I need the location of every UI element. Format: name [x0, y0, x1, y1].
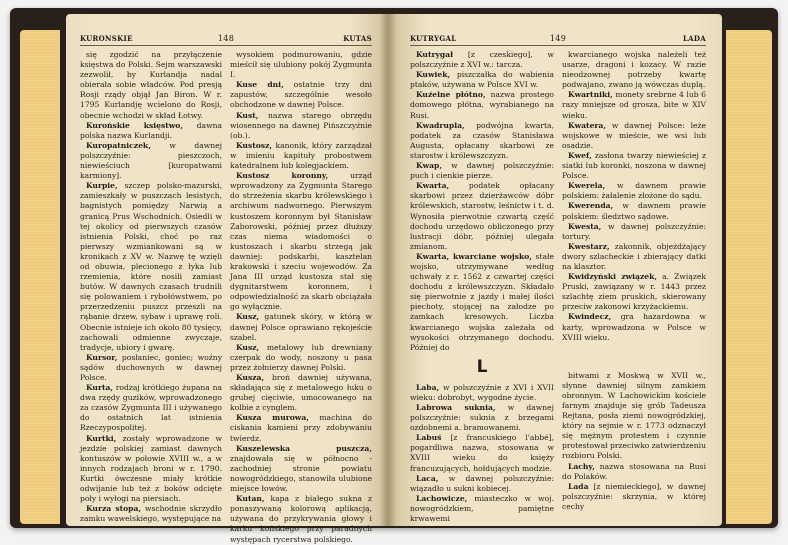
- entry-definition: znajdowała się w północno - zachodniej stronie powiatu nowogródzkiego, stanowiła ulubione miejsce łowów.: [230, 453, 372, 494]
- entry-headword: Kusz,: [236, 312, 260, 322]
- right-page-header: [410, 34, 706, 50]
- entry-headword: Kursor,: [86, 352, 118, 362]
- dictionary-entry: [230, 343, 372, 373]
- running-head-right: KUTAS: [343, 34, 372, 43]
- dictionary-entry: [410, 161, 554, 181]
- entry-definition: metalowy lub drewniany czerpak do wody, noszony u pasa przez żołnierzy dawnej Polski.: [230, 342, 372, 372]
- dictionary-entry: [562, 482, 706, 512]
- entry-definition: miasteczko w woj. nowogródzkiem, pamiętne krwawemi: [410, 493, 554, 524]
- left-page: [66, 14, 388, 544]
- dictionary-entry: [230, 444, 372, 494]
- column: [562, 50, 706, 518]
- dictionary-entry: [410, 383, 554, 403]
- entry-definition: podwójna kwarta, podatek za czasów Stanisława Augusta, opłacany skarbowi ze starostw i królewszczyzn.: [410, 120, 554, 160]
- dictionary-entry: [230, 141, 372, 171]
- entry-headword: Kust,: [236, 110, 259, 120]
- dictionary-entry: [410, 474, 554, 494]
- entries-after-letter: [410, 383, 554, 524]
- dictionary-entry: [562, 312, 706, 342]
- column: [410, 50, 554, 524]
- entry-headword: Kwerela,: [568, 181, 606, 191]
- entry-headword: Kwatera,: [568, 120, 606, 130]
- dictionary-entry: [80, 141, 222, 181]
- dictionary-entry: [562, 242, 706, 272]
- section-spacer: [562, 343, 706, 371]
- entry-headword: Kwadrupla,: [416, 120, 465, 130]
- dictionary-entry: [410, 121, 554, 161]
- entry-definition: nazwa prostego domowego płótna, wyrabianego na Rusi.: [410, 90, 554, 120]
- entry-definition: w dawnej polszczyźnie: suknia z brzegami ozdobnemi a. bramowanemi.: [410, 403, 554, 433]
- entry-definition: kanonik, który zarządzał w imieniu kapituły probostwem katedralnem lub kolegjackiem.: [230, 140, 372, 171]
- right-page: [388, 14, 722, 526]
- dictionary-entry: [80, 383, 222, 433]
- entry-headword: Kustosz,: [236, 140, 273, 150]
- column: [80, 50, 222, 524]
- entry-headword: Labuś: [416, 433, 442, 443]
- dictionary-entry: [562, 50, 706, 90]
- dictionary-entry: [80, 434, 222, 505]
- entry-definition: stałe wojsko, utrzymywane według uchwały z r. 1562 z czwartej części dochodu z królewszczyzn. Składało się pierwotnie z jazdy i małej ilości piechoty, stojącej na załodze po zamkach kresowych. Liczba kwarcianego wojska zależała od wysokości otrzymanego dochodu. Później do: [410, 251, 554, 352]
- entry-headword: Kurta,: [86, 383, 114, 393]
- page-number: 148: [217, 34, 235, 43]
- entry-headword: Kwindecz,: [568, 312, 612, 322]
- entry-headword: Kurpie,: [86, 181, 118, 191]
- dictionary-entry: [80, 353, 222, 383]
- section-letter: L: [476, 356, 488, 377]
- dictionary-entry: [230, 50, 372, 80]
- entry-headword: Kwesta,: [568, 221, 602, 231]
- entry-definition: szczep polsko-mazurski, zamieszkały w puszczach lesistych, bagnistych pomiędzy Narwią a granicą Prus Wschodnich. Osiedli w tej okolicy od pierwszych czasów istnienia Polski, choć po raz pierwszy wzmiankowani są w kronikach z XV w. Nazwę tę wzięli od obuwia, plecionego z łyka lub rzemienia, które nosili zamiast butów. W dawnych czasach trudnili się polowaniem i rybołówstwem, po przerzedzeniu puszcz przeszli na rąbanie drzew, sybaw i uprawę roli. Obecnie istnieje ich około 80 tysięcy, zachowali odmienne zwyczaje, tradycje, ubiory i gwarę.: [80, 181, 222, 352]
- book-gutter: [380, 14, 396, 526]
- entry-definition: się zgodzić na przyłączenie księstwa do Polski. Sejm warszawski zezwolił, by Kurlandja nadal obierała sobie władców. Pod presją Rosji rządy objął Jan Biron. W r. 1795 Kurlandję wcielono do Rosji, obecnie wchodzi w skład Łotwy.: [80, 50, 222, 120]
- entry-definition: w dawnem prawie polskiem: żałalenie złożone do sądu.: [562, 181, 706, 201]
- entry-headword: Lachy,: [568, 461, 595, 471]
- entry-headword: Labrowa suknia,: [416, 403, 496, 412]
- dictionary-entry: [230, 80, 372, 110]
- entries-before-letter: [562, 50, 706, 343]
- entry-definition: wysokiem podmurowaniu, gdzie mieścił się ulubiony pokój Zygmunta I.: [230, 50, 372, 80]
- entry-headword: Laca,: [416, 473, 439, 483]
- entry-definition: bitwami z Moskwą w XVII w., słynne dawniej silnym zamkiem obronnym. W Lachowickim kościele farnym znajduje się grób Tadeusza Rejtana, posła ziemi nowogródzkiej, który na sejmie w r. 1773 odznaczył się mężnym protestem i czynnie protestował przeciwko zatwierdzeniu rozbioru Polski.: [562, 370, 706, 461]
- entry-definition: [z czeskiego], w polszczyźnie z XVI w.: tarcza.: [410, 50, 554, 70]
- header-rule: [80, 45, 372, 46]
- entry-headword: Kutan,: [236, 494, 265, 504]
- entries-after-letter: [562, 371, 706, 512]
- header-rule: [410, 45, 706, 46]
- entry-definition: w dawnem prawie polskiem: śledztwo sądowe.: [562, 201, 706, 221]
- entry-headword: Kurza stopa,: [86, 504, 142, 514]
- entry-headword: Kwidzyński związek,: [568, 272, 658, 282]
- dictionary-entry: [562, 181, 706, 201]
- entry-definition: nazwa stosowana na Rusi do Polaków.: [562, 461, 706, 481]
- entry-headword: Laba,: [416, 382, 440, 392]
- entry-definition: posłaniec, goniec; woźny sądów duchownych w dawnej Polsce.: [80, 352, 222, 382]
- left-page-columns: [80, 50, 372, 544]
- dictionary-entry: [410, 90, 554, 120]
- entry-definition: gra hazardowna w karty, wprowadzona w Polsce w XVIII wieku.: [562, 312, 706, 342]
- entry-headword: Kwerenda,: [568, 201, 614, 211]
- dictionary-entry: [562, 371, 706, 462]
- dictionary-entry: [230, 111, 372, 141]
- dictionary-entry: [562, 222, 706, 242]
- entry-definition: w dawnej polszczyźnie: pieszczoch, niewieściuch [kuropatwami karmiony].: [80, 140, 222, 181]
- entry-definition: nazwa starego obrzędu wiosennego na dawnej Pińszczyźnie (ob.).: [230, 110, 372, 140]
- entry-definition: machina do ciskania kamieni przy zdobywaniu twierdz.: [230, 413, 372, 443]
- entry-headword: Kusza murowa,: [236, 413, 309, 423]
- entry-definition: kwarcianego wojska należeli też usarze, dragoni i kozacy. W razie nieodzownej potrzeby kwartę podwajano, zwano ją wówczas duplą.: [562, 50, 706, 90]
- entry-definition: piszczałka do wabienia ptaków, używana w Polsce XVI w.: [410, 70, 554, 90]
- running-head-left: KURONSKIE: [80, 34, 133, 43]
- dictionary-entry: [410, 403, 554, 433]
- dictionary-entry: [410, 252, 554, 353]
- entry-definition: [z francuskiego l'abbé], pogardliwa nazwa, stosowana w XVIII wieku do księży francuzujących, hołdujących modzie.: [410, 433, 554, 473]
- entry-headword: Kurońskie księstwo,: [86, 120, 183, 130]
- entry-definition: [z niemieckiego], w dawnej polszczyźnie: skrzynia, w której cechy: [562, 481, 706, 511]
- right-page-columns: [410, 50, 706, 524]
- column: [230, 50, 372, 544]
- entries-before-letter: [410, 50, 554, 353]
- entry-headword: Lada: [568, 481, 589, 491]
- entry-definition: w dawnej Polsce: leże wojskowe w mieście, we wsi lub osadzie.: [562, 120, 706, 150]
- entry-definition: wschodnie skrzydło zamku wawelskiego, występujące na: [80, 504, 222, 524]
- page-number: 149: [549, 34, 567, 43]
- dictionary-entry: [562, 151, 706, 181]
- dictionary-entry: [410, 70, 554, 90]
- entry-headword: Kutrygał: [416, 50, 454, 59]
- entry-definition: kapa z białego sukna z ponaszywaną kolorową aplikacją, używana do przykrywania głowy i karku końskiego przy paradnych występach rycerstwa polskiego.: [230, 494, 372, 544]
- entry-definition: broń dawniej używana, składająca się z metalowego łuku o grubej cięciwie, umocowanego na kolbie z cynglem.: [230, 373, 372, 413]
- entry-definition: w dawnej polszczyźnie: wiązadło u sukni kobiecej.: [410, 473, 554, 493]
- entry-headword: Kuźelne płótno,: [416, 90, 486, 100]
- dictionary-entry: [562, 272, 706, 312]
- entry-definition: rodzaj krótkiego żupana na dwa rzędy guzików, wprowadzonego za czasów Zygmunta III i używanego do ostatnich lat istnienia Rzeczypospolitej.: [80, 383, 222, 433]
- dictionary-entry: [230, 312, 372, 342]
- entry-headword: Kusza,: [236, 373, 265, 382]
- entry-headword: Kwap,: [416, 161, 443, 171]
- entry-definition: ostatnie trzy dni zapustów, szczególnie wesoło obchodzone w dawnej Polsce.: [230, 80, 372, 110]
- dictionary-entry: [562, 90, 706, 120]
- entry-definition: podatek opłacany skarbowi przez dzierżawców dóbr królewskich, starostw, leśnictw i t. d. Wynosiła pierwotnie czwartą część dochodu urzędowo obliczonego przy lustracji dóbr, później ulegała zmianom.: [410, 181, 554, 251]
- entry-headword: Kwartniki,: [568, 90, 613, 100]
- entry-headword: Kwarta,: [416, 181, 450, 191]
- dictionary-entry: [80, 504, 222, 524]
- running-head-right: LADA: [682, 34, 706, 43]
- dictionary-entry: [230, 494, 372, 544]
- entry-definition: gatunek skóry, w którą w dawnej Polsce oprawiano rękojeście szabel.: [230, 312, 372, 342]
- entry-definition: monety srebrne 4 lub 6 razy mniejsze od grosza, bite w XIV wieku.: [562, 90, 706, 120]
- entry-headword: Kustosz koronny,: [236, 171, 329, 181]
- entry-definition: zakonnik, objeżdżający dwory szlacheckie i zbierający datki na klasztor.: [562, 241, 706, 271]
- dictionary-entry: [80, 50, 222, 121]
- entry-headword: Kuropatniczek,: [86, 140, 151, 150]
- entry-headword: Kuwiek,: [416, 70, 451, 80]
- left-page-edges: [20, 30, 60, 524]
- entry-definition: zostały wprowadzone w jezdzie polskiej zamiast dawnych kontuszów w połowie XVIII w., a w innych rodzajach broni w r. 1790. Kurtki ówczesne miały krótkie odwijanie lub też z boków odcięte poły i wyłogi na piersiach.: [80, 433, 222, 504]
- entry-headword: Kwarta, kwarciane wojsko,: [416, 251, 532, 261]
- entry-definition: w dawnej polszczyźnie: puch i cienkie pierze.: [410, 161, 554, 181]
- left-page-header: [80, 34, 372, 50]
- dictionary-entry: [410, 181, 554, 252]
- entry-headword: Kwestarz,: [568, 241, 610, 251]
- dictionary-entry: [230, 171, 372, 312]
- dictionary-entry: [562, 462, 706, 482]
- entry-definition: w dawnej polszczyźnie: tortury.: [562, 221, 706, 241]
- dictionary-entry: [80, 181, 222, 353]
- dictionary-entry: [80, 121, 222, 141]
- dictionary-entry: [230, 413, 372, 443]
- entry-headword: Kusz,: [236, 342, 260, 352]
- running-head-left: KUTRYGAL: [410, 34, 457, 43]
- entry-headword: Lachowicze,: [416, 493, 468, 503]
- entry-headword: Kwef,: [568, 150, 592, 160]
- entry-definition: zasłona twarzy niewieściej z siatki lub koronki, noszona w dawnej Polsce.: [562, 150, 706, 181]
- dictionary-entry: [410, 433, 554, 473]
- entry-headword: Kuse dni,: [236, 80, 284, 90]
- right-page-edges: [726, 30, 772, 524]
- entry-definition: w polszczyźnie z XVI i XVII wieku: dobrobyt, wygodne życie.: [410, 382, 554, 402]
- entry-headword: Kuszelewska puszcza,: [236, 443, 372, 453]
- dictionary-entry: [410, 50, 554, 70]
- dictionary-entry: [562, 121, 706, 151]
- dictionary-entry: [230, 373, 372, 413]
- entry-definition: urząd wprowadzony za Zygmunta Starego do strzeżenia skarbu królewskiego i archiwum nadwornego. Pierwszym kustoszem koronnym był Stanisław Zaborowski, później przez dłuższy czas niema wiadomości o kustoszach i skarbu strzegą jak dawniej: podskarbi, kasztelan krakowski i szeciu wojewodów. Za Jana III urząd kustosza stał się dygnitarstwem koronnem, i odpowiedzialność za skarb obciążała go wyłącznie.: [230, 171, 372, 312]
- dictionary-entry: [410, 494, 554, 524]
- entry-definition: a. Związek Pruski, zawiązany w r. 1443 przez szlachtę ziem pruskich, skierowany przeciw zakonowi krzyżackiemu.: [562, 272, 706, 312]
- entry-headword: Kurtki,: [86, 433, 117, 443]
- entry-definition: dawna polska nazwa Kurlandji.: [80, 120, 222, 140]
- dictionary-entry: [562, 201, 706, 221]
